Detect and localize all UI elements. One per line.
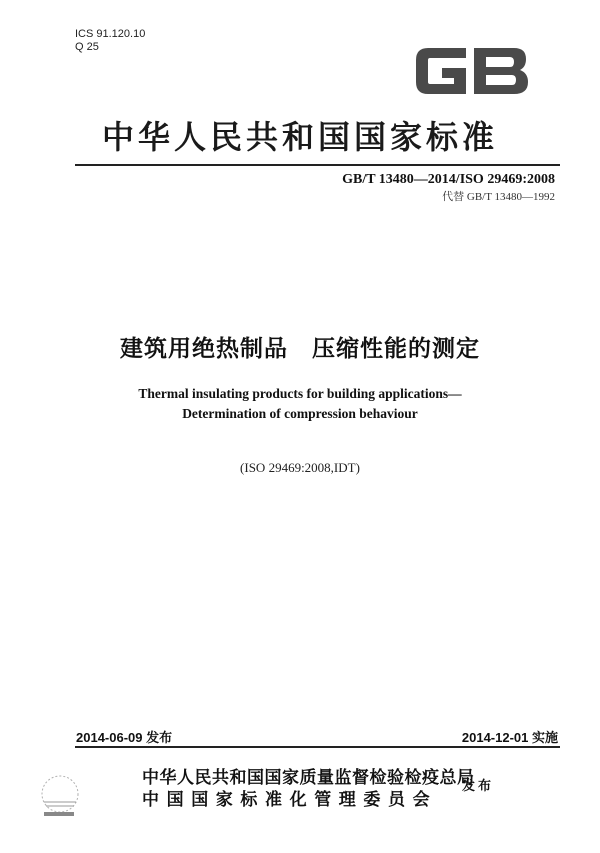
library-stamp-icon (30, 772, 90, 822)
document-title-zh: 建筑用绝热制品 压缩性能的测定 (120, 336, 480, 362)
standard-title: 中华人民共和国国家标准 (101, 118, 498, 156)
publisher-org-2: 中国国家标准化管理委员会 (142, 790, 438, 810)
gb-logo (410, 40, 534, 102)
footer-divider (75, 746, 560, 748)
publish-label: 发布 (462, 779, 495, 794)
publisher-org-1: 中华人民共和国国家质量监督检验检疫总局 (142, 768, 475, 788)
iso-equivalence: (ISO 29469:2008,IDT) (240, 460, 360, 475)
classification-codes (75, 28, 145, 54)
standard-number: GB/T 13480—2014/ISO 29469:2008 (342, 172, 555, 187)
header-divider (75, 164, 560, 166)
document-title-en (0, 384, 600, 424)
class-code: Q 25 (75, 41, 99, 53)
title-en-line-2: Determination of compression behaviour (182, 406, 418, 421)
replaces-note: 代替 GB/T 13480—1992 (442, 191, 555, 203)
issue-date: 2014-06-09 发布 (76, 730, 173, 745)
ics-code: ICS 91.120.10 (75, 28, 146, 40)
title-en-line-1: Thermal insulating products for building applications— (138, 386, 462, 401)
implementation-date: 2014-12-01 实施 (461, 730, 558, 745)
